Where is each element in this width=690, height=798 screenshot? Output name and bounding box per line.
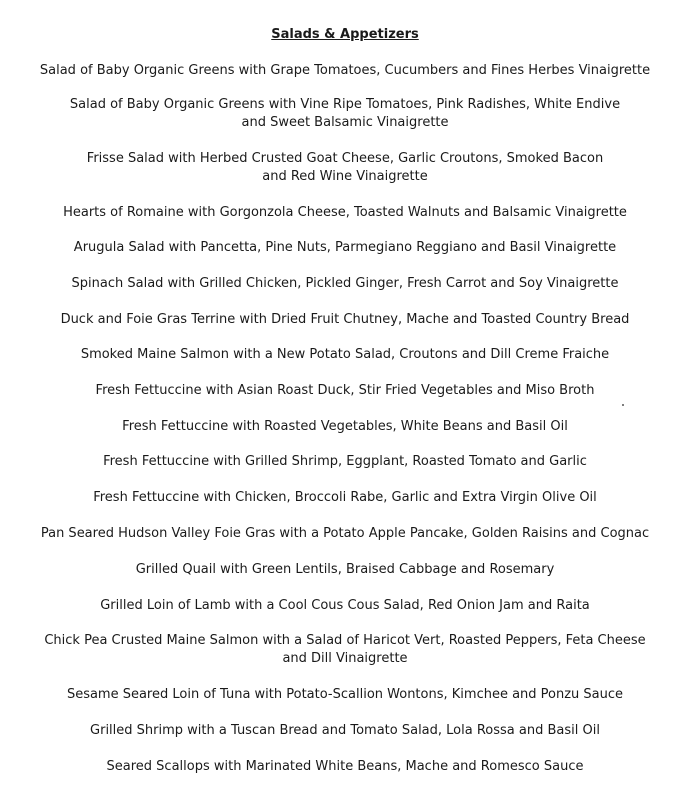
menu-item: Sesame Seared Loin of Tuna with Potato-Scallion Wontons, Kimchee and Ponzu Sauce (66, 687, 624, 702)
menu-item: Hearts of Romaine with Gorgonzola Cheese, Toasted Walnuts and Balsamic Vinaigrette (63, 205, 627, 220)
menu-item: Pan Seared Hudson Valley Foie Gras with a Potato Apple Pancake, Golden Raisins and Cognac (40, 526, 650, 541)
menu-item: Salad of Baby Organic Greens with Grape Tomatoes, Cucumbers and Fines Herbes Vinaigrette (39, 63, 651, 78)
scan-speck (622, 404, 624, 406)
menu-item: Grilled Quail with Green Lentils, Braised Cabbage and Rosemary (135, 562, 555, 577)
menu-item: Frisse Salad with Herbed Crusted Goat Cheese, Garlic Croutons, Smoked Bacon and Red Wine Vinaigrette (86, 151, 604, 184)
menu-item: Seared Scallops with Marinated White Beans, Mache and Romesco Sauce (106, 759, 584, 774)
menu-item: Spinach Salad with Grilled Chicken, Pickled Ginger, Fresh Carrot and Soy Vinaigrette (71, 276, 619, 291)
menu-item: Grilled Loin of Lamb with a Cool Cous Cous Salad, Red Onion Jam and Raita (100, 598, 590, 613)
section-heading: Salads & Appetizers (271, 27, 419, 42)
menu-item: Smoked Maine Salmon with a New Potato Salad, Croutons and Dill Creme Fraiche (80, 347, 610, 362)
menu-item: Chick Pea Crusted Maine Salmon with a Salad of Haricot Vert, Roasted Peppers, Feta Cheese and Dill Vinaigrette (44, 633, 646, 666)
menu-item: Duck and Foie Gras Terrine with Dried Fruit Chutney, Mache and Toasted Country Bread (60, 312, 630, 327)
menu-item: Salad of Baby Organic Greens with Vine Ripe Tomatoes, Pink Radishes, White Endive and Sweet Balsamic Vinaigrette (69, 97, 621, 130)
menu-item: Fresh Fettuccine with Grilled Shrimp, Eggplant, Roasted Tomato and Garlic (103, 454, 587, 469)
menu-item: Grilled Shrimp with a Tuscan Bread and Tomato Salad, Lola Rossa and Basil Oil (90, 723, 600, 738)
menu-item: Arugula Salad with Pancetta, Pine Nuts, Parmegiano Reggiano and Basil Vinaigrette (73, 240, 617, 255)
menu-item: Fresh Fettuccine with Roasted Vegetables, White Beans and Basil Oil (122, 419, 568, 434)
menu-item: Fresh Fettuccine with Asian Roast Duck, Stir Fried Vegetables and Miso Broth (95, 383, 595, 398)
menu-item: Fresh Fettuccine with Chicken, Broccoli Rabe, Garlic and Extra Virgin Olive Oil (93, 490, 597, 505)
